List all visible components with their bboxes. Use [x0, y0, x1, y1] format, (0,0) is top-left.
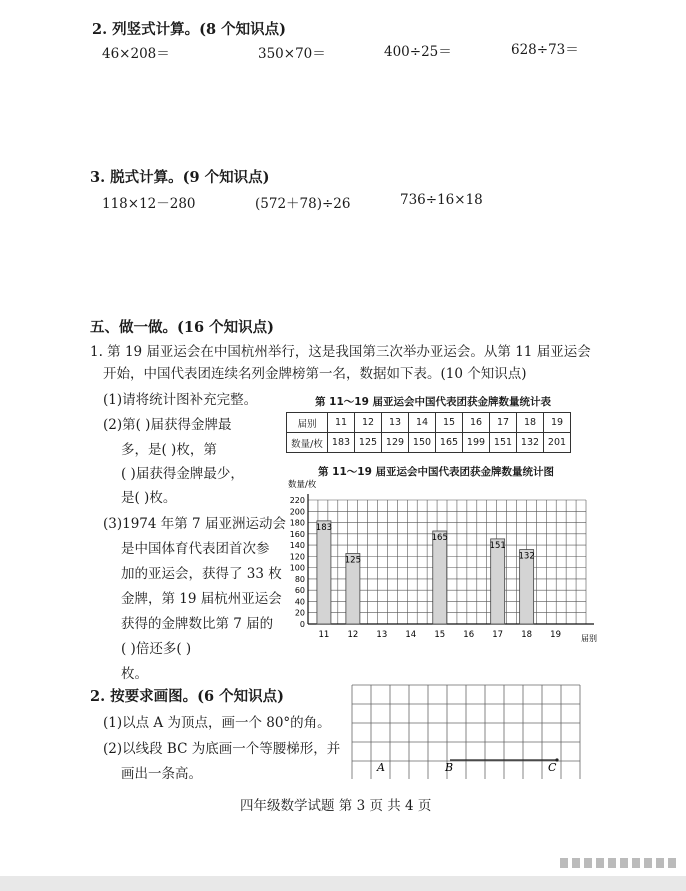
x-tick-label: 17: [492, 630, 504, 640]
problem: (572＋78)÷26: [255, 196, 351, 212]
data-label: 183: [315, 522, 333, 533]
row-header: 届别: [287, 413, 328, 433]
q1-sub1: (1)请将统计图补充完整。: [103, 392, 258, 408]
x-tick-label: 11: [318, 630, 330, 640]
q1-line1: 1. 第 19 届亚运会在中国杭州举行，这是我国第三次举办亚运会。从第 11 届亚运会: [90, 344, 591, 360]
y-tick-label: 180: [289, 518, 305, 528]
bar: [491, 539, 505, 624]
chart-title: 第 11～19 届亚运会中国代表团获金牌数量统计图: [318, 466, 555, 478]
bar-chart: [286, 478, 606, 646]
table-cell: 18: [517, 413, 544, 433]
point-b-label: B: [445, 761, 454, 774]
q1-sub3-line4: 金牌，第 19 届杭州亚运会: [121, 591, 282, 607]
table-row: [287, 413, 571, 433]
y-tick-label: 0: [299, 620, 305, 629]
bar: [433, 531, 447, 624]
table-cell: 151: [490, 433, 517, 453]
x-tick-label: 13: [376, 630, 388, 640]
table-cell: 11: [328, 413, 355, 433]
q1-line2: 开始，中国代表团连续名列金牌榜第一名，数据如下表。(10 个知识点): [103, 366, 527, 382]
y-tick-label: 40: [294, 597, 305, 607]
table-cell: 15: [436, 413, 463, 433]
table-cell: 129: [382, 433, 409, 453]
x-tick-label: 15: [434, 630, 446, 640]
x-tick-label: 19: [550, 630, 562, 640]
y-axis-label: 数量/枚: [288, 480, 317, 490]
table-cell: 132: [517, 433, 544, 453]
q1-sub3-line7: 枚。: [121, 666, 148, 682]
y-tick-label: 20: [294, 608, 305, 618]
q1-sub2-line3: ( )届获得金牌最少，: [121, 466, 244, 482]
table-title: 第 11～19 届亚运会中国代表团获金牌数量统计表: [315, 396, 552, 408]
q2-sub2-line1: (2)以线段 BC 为底画一个等腰梯形，并: [103, 741, 341, 757]
y-tick-label: 120: [289, 552, 305, 562]
data-label: 165: [431, 533, 448, 543]
table-cell: 183: [328, 433, 355, 453]
y-tick-label: 140: [289, 541, 305, 551]
q1-sub3-line2: 是中国体育代表团首次参: [121, 541, 270, 557]
row-header: 数量/枚: [287, 433, 328, 453]
y-tick-label: 80: [294, 574, 305, 584]
x-tick-label: 12: [347, 630, 359, 640]
x-axis-label: 届别: [581, 634, 597, 643]
q1-sub3-line6: ( )倍还多( ): [121, 641, 192, 657]
q1-sub2-line2: 多，是( )枚，第: [121, 442, 217, 458]
q2-heading: 2. 按要求画图。(6 个知识点): [90, 688, 285, 705]
table-row: [287, 433, 571, 453]
table-cell: 19: [544, 413, 571, 433]
y-tick-label: 60: [294, 586, 305, 596]
problem: 118×12－280: [102, 196, 196, 212]
scan-noise-decoration: [560, 855, 686, 871]
q2-sub1: (1)以点 A 为顶点，画一个 80°的角。: [103, 715, 331, 731]
y-tick-label: 220: [289, 496, 305, 505]
point-c-label: C: [548, 761, 557, 774]
table-cell: 201: [544, 433, 571, 453]
point-a-label: A: [377, 761, 385, 774]
q1-sub2-line4: 是( )枚。: [121, 490, 177, 506]
q1-sub3-line3: 加的亚运会，获得了 33 枚: [121, 566, 282, 582]
section3-heading: 3. 脱式计算。(9 个知识点): [90, 169, 270, 186]
y-tick-label: 160: [289, 529, 305, 539]
q2-sub2-line2: 画出一条高。: [121, 766, 202, 782]
q1-sub2-line1: (2)第( )届获得金牌最: [103, 417, 232, 433]
problem: 46×208＝: [102, 46, 170, 62]
table-cell: 17: [490, 413, 517, 433]
table-cell: 12: [355, 413, 382, 433]
problem: 736÷16×18: [400, 192, 483, 208]
table-cell: 150: [409, 433, 436, 453]
part5-heading: 五、做一做。(16 个知识点): [90, 319, 274, 336]
data-label: 151: [489, 540, 506, 551]
problem: 400÷25＝: [384, 44, 452, 60]
medal-table: [286, 412, 571, 453]
x-tick-label: 18: [521, 630, 533, 640]
table-cell: 165: [436, 433, 463, 453]
y-tick-label: 100: [289, 563, 305, 573]
problem: 350×70＝: [258, 46, 326, 62]
y-tick-label: 200: [289, 507, 305, 517]
problem: 628÷73＝: [511, 42, 579, 58]
table-cell: 13: [382, 413, 409, 433]
table-cell: 125: [355, 433, 382, 453]
x-tick-label: 16: [463, 630, 475, 640]
x-tick-label: 14: [405, 630, 417, 640]
section2-heading: 2. 列竖式计算。(8 个知识点): [92, 21, 287, 38]
table-cell: 14: [409, 413, 436, 433]
drawing-grid: [350, 683, 582, 779]
page-footer: 四年级数学试题 第 3 页 共 4 页: [240, 798, 432, 814]
bar: [317, 521, 331, 624]
q1-sub3-line5: 获得的金牌数比第 7 届的: [121, 616, 274, 632]
q1-sub3-line1: (3)1974 年第 7 届亚洲运动会: [103, 516, 286, 532]
data-label: 132: [518, 551, 535, 562]
scan-border: [0, 876, 686, 891]
table-cell: 199: [463, 433, 490, 453]
table-cell: 16: [463, 413, 490, 433]
data-label: 125: [344, 555, 362, 566]
